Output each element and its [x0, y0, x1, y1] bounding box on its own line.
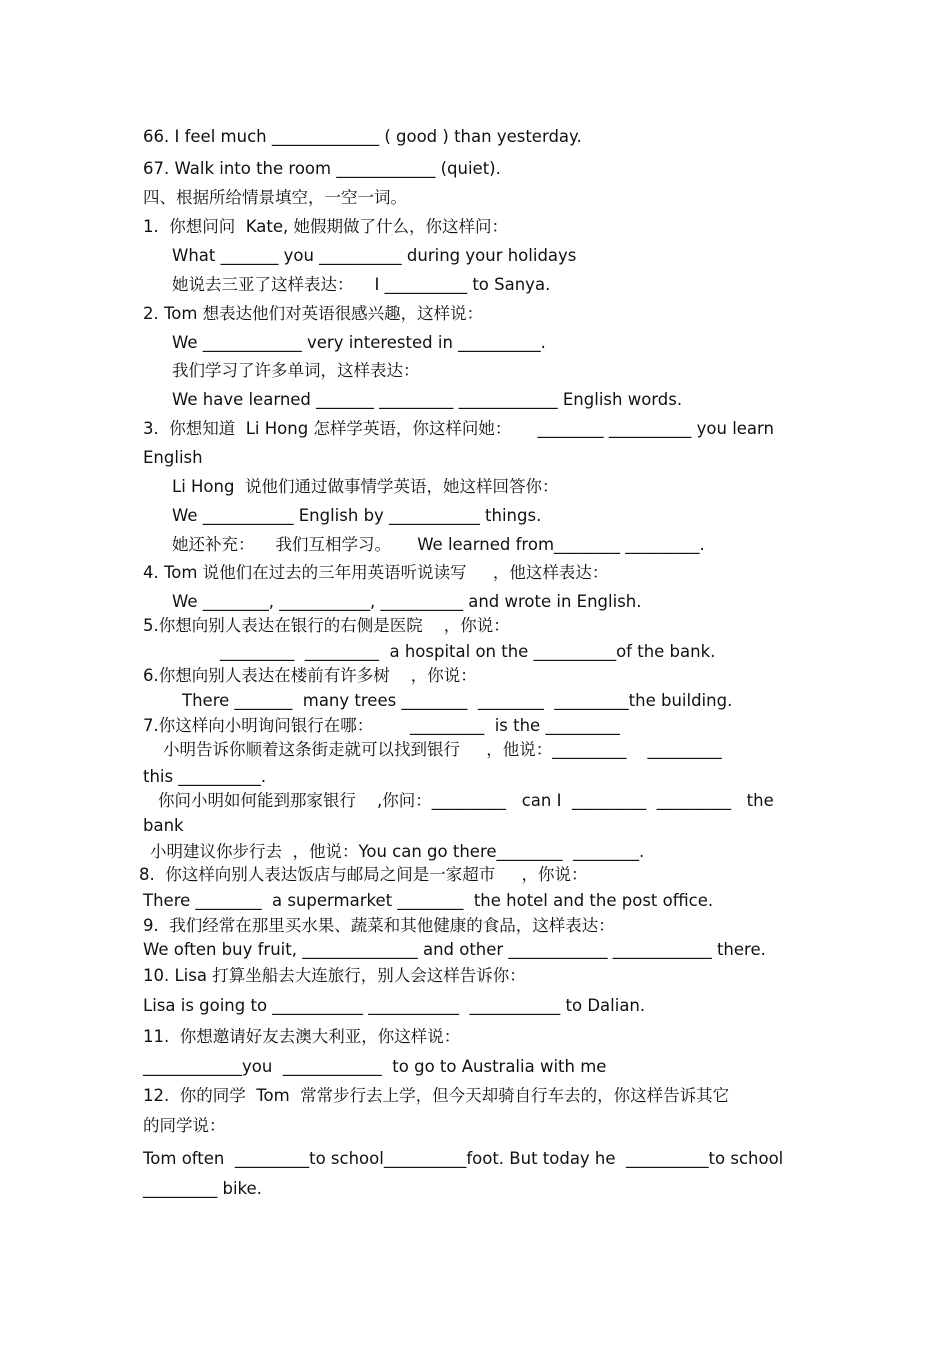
q2-line-1: We ____________ very interested in __________. — [172, 333, 546, 352]
q4-prompt: 4. Tom 说他们在过去的三年用英语听说读写 ，他这样表达： — [143, 563, 609, 582]
q1-line-1: What _______ you __________ during your holidays — [172, 246, 577, 265]
q12-prompt: 12. 你的同学 Tom 常常步行去上学，但今天却骑自行车去的，你这样告诉其它 — [143, 1086, 730, 1105]
q2-line-3: We have learned _______ _________ ____________ English words. — [172, 390, 683, 409]
q11-line-1: ____________you ____________ to go to Australia with me — [143, 1057, 607, 1076]
q7-line-2: 你问小明如何能到那家银行 ,你问：_________ can I _________ _________ the — [158, 791, 774, 810]
q6-prompt: 6.你想向别人表达在楼前有许多树 ，你说： — [143, 666, 477, 685]
q11-prompt: 11. 你想邀请好友去澳大利亚，你这样说： — [143, 1027, 461, 1046]
q5-line-1: _________ _________ a hospital on the __________of the bank. — [220, 642, 716, 661]
q7-line-1: 小明告诉你顺着这条街走就可以找到银行 ，他说：_________ _________ — [163, 740, 722, 759]
q8-prompt: 8. 你这样向别人表达饭店与邮局之间是一家超市 ，你说： — [139, 865, 588, 884]
q7-prompt: 7.你这样向小明询问银行在哪： _________ is the _________ — [143, 716, 620, 735]
q3-prompt-cont: English — [143, 448, 203, 467]
q8-line-1: There ________ a supermarket ________ the hotel and the post office. — [143, 891, 714, 910]
q7-line-1-cont: this __________. — [143, 767, 267, 786]
q12-line-2: _________ bike. — [143, 1179, 262, 1198]
q3-line-1: Li Hong 说他们通过做事情学英语，她这样回答你： — [172, 477, 559, 496]
q4-line-1: We ________, ___________, __________ and wrote in English. — [172, 592, 642, 611]
q9-prompt: 9. 我们经常在那里买水果、蔬菜和其他健康的食品，这样表达： — [143, 916, 615, 935]
q3-line-3: 她还补充： 我们互相学习。 We learned from________ _________. — [172, 535, 705, 554]
q2-prompt: 2. Tom 想表达他们对英语很感兴趣，这样说： — [143, 304, 484, 323]
section-heading: 四、根据所给情景填空，一空一词。 — [143, 188, 407, 207]
q12-prompt-cont: 的同学说： — [143, 1116, 226, 1135]
q12-line-1: Tom often _________to school__________foot. But today he __________to school — [143, 1149, 784, 1168]
q3-prompt: 3. 你想知道 Li Hong 怎样学英语，你这样问她： ________ __________ you learn — [143, 419, 774, 438]
q6-line-1: There _______ many trees ________ ________ _________the building. — [182, 691, 733, 710]
q1-line-2: 她说去三亚了这样表达： I __________ to Sanya. — [172, 275, 551, 294]
q5-prompt: 5.你想向别人表达在银行的右侧是医院 ，你说： — [143, 616, 510, 635]
q2-line-2: 我们学习了许多单词，这样表达： — [172, 361, 420, 380]
q7-line-2-cont: bank — [143, 816, 184, 835]
q10-line-1: Lisa is going to ___________ ___________ ___________ to Dalian. — [143, 996, 646, 1015]
exercise-66: 66. I feel much _____________ ( good ) than yesterday. — [143, 127, 582, 146]
exercise-67: 67. Walk into the room ____________ (quiet). — [143, 159, 501, 178]
q7-line-3: 小明建议你步行去 ，他说：You can go there________ ________. — [150, 842, 645, 861]
q9-line-1: We often buy fruit, ______________ and other ____________ ____________ there. — [143, 940, 766, 959]
q10-prompt: 10. Lisa 打算坐船去大连旅行，别人会这样告诉你： — [143, 966, 526, 985]
q1-prompt: 1. 你想问问 Kate, 她假期做了什么，你这样问： — [143, 217, 508, 236]
q3-line-2: We ___________ English by ___________ things. — [172, 506, 542, 525]
